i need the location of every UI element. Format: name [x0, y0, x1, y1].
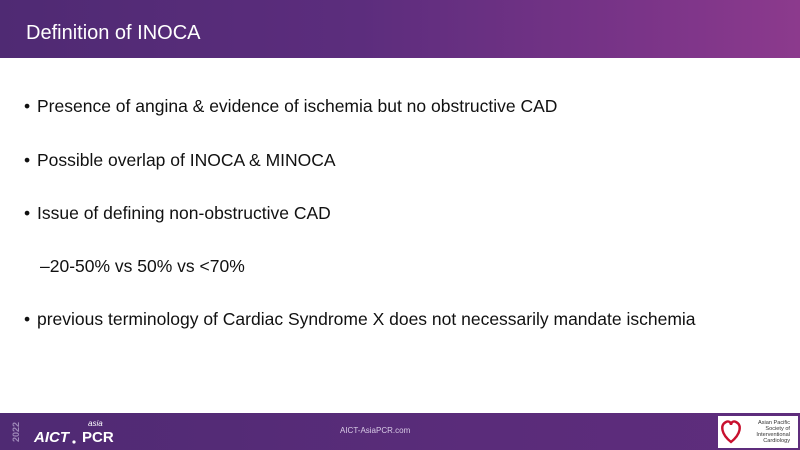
bullet-dot: • [24, 150, 31, 170]
bullet-dot: • [24, 96, 31, 116]
logo-aict-text: AICT [34, 429, 69, 446]
slide-footer [0, 413, 800, 450]
bullet-item [24, 149, 336, 171]
logo-asia-text: asia [88, 419, 103, 428]
society-line: Society of [765, 426, 790, 432]
aict-asiapcr-logo [30, 415, 126, 448]
logo-registered-mark [72, 440, 75, 443]
bullet-text: previous terminology of Cardiac Syndrome X does not necessarily mandate ischemia [37, 309, 696, 329]
bullet-item [24, 308, 696, 330]
bullet-item [24, 202, 331, 224]
bullet-text: Possible overlap of INOCA & MINOCA [37, 150, 336, 170]
bullet-item [24, 95, 557, 117]
apsic-logo [718, 416, 798, 448]
sub-bullet: –20-50% vs 50% vs <70% [40, 256, 245, 276]
footer-year: 2022 [11, 421, 21, 443]
bullet-text: Issue of defining non-obstructive CAD [37, 203, 331, 223]
slide-title: Definition of INOCA [26, 22, 201, 44]
society-line: Cardiology [763, 438, 790, 444]
bullet-dot: • [24, 309, 31, 329]
society-line: Asian Pacific [757, 420, 790, 426]
bullet-dot: • [24, 203, 31, 223]
logo-pcr-text: PCR [82, 429, 114, 446]
society-line: Interventional [756, 432, 790, 438]
bullet-text: Presence of angina & evidence of ischemia but no obstructive CAD [37, 96, 558, 116]
footer-url: AICT-AsiaPCR.com [340, 426, 411, 435]
